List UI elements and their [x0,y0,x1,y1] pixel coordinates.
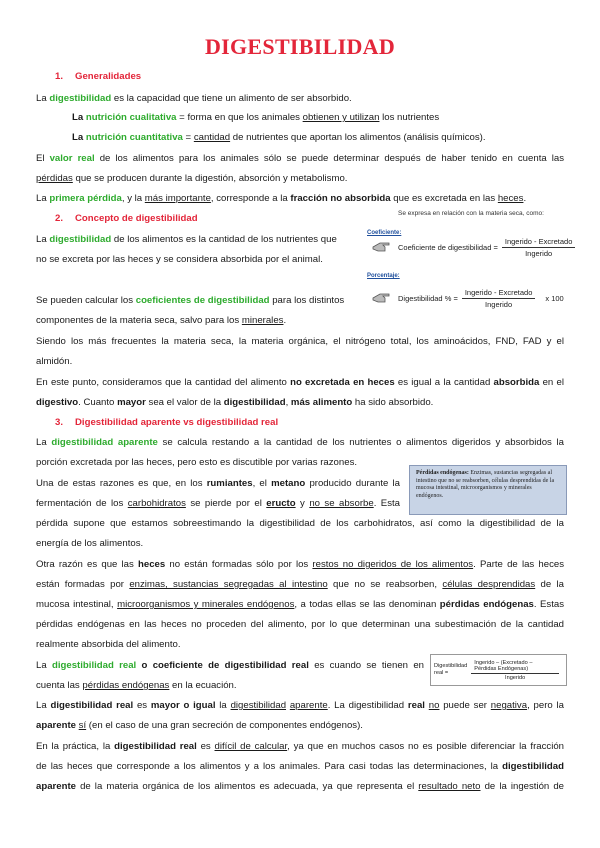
coefficient-label: Coeficiente: [367,230,402,236]
paragraph: En la práctica, la digestibilidad real es difícil de calcular, ya que en muchos casos no es posible diferenciar la fracción [36,741,565,752]
paragraph: digestivo. Cuanto mayor sea el valor de la digestibilidad, más alimento ha sido absorbido. [36,397,434,408]
percentage-formula: Digestibilidad % = $\frac{\text{Ingerido - Excretado}}{\text{Ingerido}}$ x 100 [372,288,564,309]
paragraph: almidón. [36,356,73,367]
section-number: 1. [55,71,64,82]
paragraph: realmente absorbida del alimento. [36,639,181,650]
paragraph: Otra razón es que las heces no están formadas sólo por los restos no digeridos de los alimentos. Parte de las heces [36,559,565,570]
section-label: Concepto de digestibilidad [75,213,198,224]
paragraph: pérdidas endógenas en las heces no proceden del alimento, por lo que determinan una subestimación de la cantidad [36,619,564,630]
real-digestibility-formula: Digestibilidad real = $\frac{\text{Ingerido – (Excretado – Pérdidas Endógenas)}}{\text{Ingerido}}$ [430,654,567,686]
paragraph: pérdidas que se producen durante la digestión, absorción y metabolismo. [36,173,348,184]
paragraph: El valor real de los alimentos para los animales sólo se puede determinar después de haber tenido en cuenta las [36,153,565,164]
paragraph: Siendo los más frecuentes la materia seca, la materia orgánica, el nitrógeno total, los aminoácidos, FND, FAD y el [36,336,564,347]
paragraph: cuenta las pérdidas endógenas en la ecuación. [36,680,237,691]
formula-note: Se expresa en relación con la materia seca, como: [398,210,544,217]
coefficient-formula: Coeficiente de digestibilidad = $\frac{\text{Ingerido - Excretado}}{\text{Ingerido}}$ [372,237,579,258]
paragraph: componentes de la materia seca, salvo para los minerales. [36,315,287,326]
paragraph: pérdida supone que estamos sobreestimando la digestibilidad de los carbohidratos, así como la digestibilidad de la [36,518,564,529]
paragraph: En este punto, consideramos que la cantidad del alimento no excretada en heces es igual a la cantidad absorbida en el [36,377,564,388]
section-label: Digestibilidad aparente vs digestibilidad real [75,417,279,428]
paragraph: La nutrición cuantitativa = cantidad de nutrientes que aportan los alimentos (análisis químicos). [72,132,486,143]
paragraph: La digestibilidad real es mayor o igual la digestibilidad aparente. La digestibilidad real no puede ser negativa, pero la [36,700,564,711]
paragraph: La nutrición cualitativa = forma en que los animales obtienen y utilizan los nutrientes [72,112,440,123]
paragraph: porción excretada por las heces, pero esto es discutible por varias razones. [36,457,358,468]
paragraph: Se pueden calcular los coeficientes de digestibilidad para los distintos [36,295,345,306]
paragraph: de las heces que corresponde a los alimentos y a los animales. Para casi todas las determinaciones, la digestibilidad [36,761,564,772]
section-heading-1 [55,71,141,82]
percentage-label: Porcentaje: [367,273,400,279]
hand-pointer-icon [372,291,392,307]
paragraph: no se excreta por las heces y se considera absorbida por el animal. [36,254,323,265]
section-label: Generalidades [75,71,142,82]
paragraph: Una de estas razones es que, en los rumiantes, el metano producido durante la [36,478,400,489]
paragraph: La digestibilidad aparente se calcula restando a la cantidad de los nutrientes o alimentos digeridos y absorbidos la [36,437,564,448]
section-number: 2. [55,213,64,224]
hand-pointer-icon [372,240,392,256]
paragraph: La digestibilidad de los alimentos es la cantidad de los nutrientes que [36,234,337,245]
paragraph: La digestibilidad es la capacidad que tiene un alimento de ser absorbido. [36,93,352,104]
section-heading-2 [55,213,198,224]
paragraph: están formadas por enzimas, sustancias segregadas al intestino que no se reabsorben, células desprendidas de la [36,579,565,590]
paragraph: La digestibilidad real o coeficiente de digestibilidad real es cuando se tienen en [36,660,424,671]
paragraph: aparente de la materia orgánica de los alimentos es adecuada, ya que representa el resultado neto de la ingestión de [36,781,565,792]
paragraph: La primera pérdida, y la más importante, corresponde a la fracción no absorbida que es excretada en las heces. [36,193,527,204]
paragraph: fermentación de los carbohidratos se pierde por el eructo y no se absorbe. Esta [36,498,400,509]
section-heading-3 [55,417,278,428]
paragraph: mucosa intestinal, microorganismos y minerales endógenos, a todas ellas se las denominan pérdidas endógenas. Estas [36,599,565,610]
paragraph: energía de los alimentos. [36,538,144,549]
section-number: 3. [55,417,64,428]
endogenous-losses-note: Pérdidas endógenas: Enzimas, sustancias segregadas al intestino que no se reabsorben, células desprendidas de la mucosa intestinal, microorganismos y minerales endógenos. [409,465,567,515]
paragraph: aparente sí (en el caso de una gran secreción de componentes endógenos). [36,720,363,731]
page-title: DIGESTIBILIDAD [204,34,396,59]
